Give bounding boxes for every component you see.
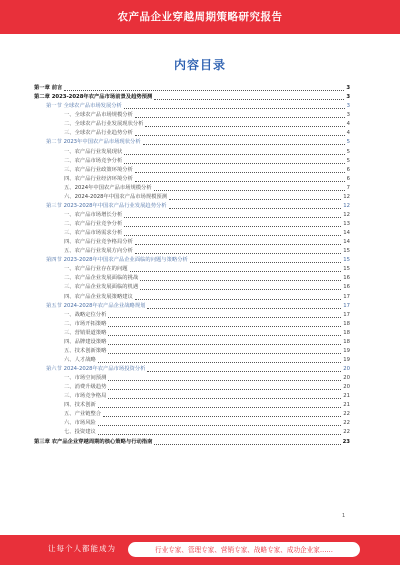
toc-dot-leader <box>147 370 341 372</box>
toc-entry-page: 16 <box>343 275 350 282</box>
toc-entry-label: 一、农产品行业存在的问题 <box>64 266 128 273</box>
toc-entry-page: 17 <box>343 302 350 309</box>
toc-entry[interactable] <box>34 419 350 428</box>
toc-entry-page: 7 <box>346 184 350 191</box>
toc-entry-page: 12 <box>343 211 350 218</box>
toc-dot-leader <box>135 171 345 173</box>
toc-dot-leader <box>108 352 341 354</box>
toc-entry-page: 19 <box>343 347 350 354</box>
toc-dot-leader <box>154 98 344 100</box>
toc-dot-leader <box>108 379 341 381</box>
toc-entry-page: 13 <box>343 221 350 227</box>
toc-dot-leader <box>98 433 341 435</box>
toc-entry-label: 三、全球农产品行业趋势分析 <box>64 130 133 137</box>
toc-entry-label: 一、农产品市场增长分析 <box>64 211 123 218</box>
toc-dot-leader <box>98 406 341 408</box>
toc-entry-label: 一、农产品行业发展现状 <box>64 148 123 155</box>
toc-entry-label: 一、市场空间预测 <box>64 375 107 382</box>
toc-entry-label: 四、技术创新 <box>64 402 96 409</box>
header-bar <box>0 0 400 34</box>
toc-entry-label: 四、农产品企业发展策略建议 <box>64 293 133 300</box>
toc-entry-label: 三、营销渠道策略 <box>64 329 107 336</box>
toc-entry-label: 六、市场风险 <box>64 420 96 427</box>
toc-entry-label: 一、战略定位分析 <box>64 311 107 318</box>
toc-entry-page: 5 <box>346 157 350 164</box>
toc-dot-leader <box>154 443 340 445</box>
toc-entry[interactable] <box>34 338 350 347</box>
toc-dot-leader <box>108 343 341 345</box>
toc-dot-leader <box>135 243 341 245</box>
footer-slogan: 让每个人都能成为 <box>48 544 116 553</box>
toc-dot-leader <box>135 116 345 118</box>
toc-dot-leader <box>130 270 342 272</box>
toc-entry[interactable] <box>34 392 350 401</box>
toc-entry-label: 五、2024年中国农产品市场规模分析 <box>64 184 152 191</box>
toc-dot-leader <box>147 307 341 309</box>
footer-roles: 行业专家、管理专家、营销专家、战略专家、成功企业家…… <box>154 546 334 554</box>
toc-entry-page: 3 <box>346 103 350 110</box>
toc-entry[interactable] <box>34 93 350 102</box>
toc-entry[interactable] <box>34 193 350 202</box>
toc-entry-page: 6 <box>346 175 350 182</box>
toc-dot-leader <box>124 225 341 227</box>
toc-entry[interactable] <box>34 147 350 156</box>
toc-entry[interactable] <box>34 166 350 175</box>
toc-entry-page: 17 <box>343 311 350 318</box>
toc-entry-page: 3 <box>346 85 350 92</box>
toc-dot-leader <box>108 316 341 318</box>
toc-entry-label: 第三节 2023-2028年中国农产品行业发展趋势分析 <box>46 202 167 209</box>
toc-entry[interactable] <box>34 247 350 256</box>
toc-entry-label: 二、农产品市场竞争分析 <box>64 157 123 164</box>
toc-entry[interactable] <box>34 138 350 147</box>
toc-entry-page: 18 <box>343 329 350 336</box>
toc-entry[interactable] <box>34 111 350 120</box>
toc-dot-leader <box>154 189 345 191</box>
toc-dot-leader <box>135 298 341 300</box>
toc-entry[interactable] <box>34 410 350 419</box>
toc-entry-page: 15 <box>343 266 350 273</box>
toc-entry-page: 23 <box>342 438 350 445</box>
toc-entry[interactable] <box>34 365 350 374</box>
toc-entry-page: 19 <box>343 356 350 363</box>
toc-entry[interactable] <box>34 274 350 283</box>
toc-entry-page: 6 <box>346 166 350 173</box>
toc-entry[interactable] <box>34 437 350 446</box>
toc-entry-label: 四、农产品行业竞争格局分析 <box>64 239 133 246</box>
toc-dot-leader <box>145 125 344 127</box>
toc-entry-page: 4 <box>346 130 350 137</box>
toc-dot-leader <box>140 279 341 281</box>
toc-entry-label: 第六节 2024-2028年农产品市场投资分析 <box>46 366 146 372</box>
toc-entry-page: 20 <box>343 384 350 391</box>
toc-dot-leader <box>135 252 341 254</box>
toc-entry-label: 四、品牌建设策略 <box>64 338 107 345</box>
report-title: 农产品企业穿越周期策略研究报告 <box>117 11 283 23</box>
toc-entry-label: 第五节 2024-2028年农产品企业战略规划 <box>46 302 146 309</box>
toc-entry[interactable] <box>34 211 350 220</box>
toc-entry[interactable] <box>34 84 350 93</box>
toc-dot-leader <box>140 288 341 290</box>
toc-entry-label: 第一章 前言 <box>34 85 63 92</box>
toc-entry[interactable] <box>34 238 350 247</box>
toc-entry-page: 5 <box>346 148 350 155</box>
toc-entry-page: 3 <box>346 94 350 101</box>
toc-entry[interactable] <box>34 265 350 274</box>
toc-entry[interactable] <box>34 157 350 166</box>
toc-entry-label: 二、消费升级趋势 <box>64 384 107 391</box>
toc-entry-page: 15 <box>343 257 350 264</box>
toc-entry[interactable] <box>34 292 350 301</box>
toc-dot-leader <box>143 143 345 145</box>
toc-dot-leader <box>98 361 341 363</box>
toc-entry-label: 第三章 农产品企业穿越周期的核心策略与行动指南 <box>34 438 153 445</box>
toc-entry-label: 七、投资建议 <box>64 429 96 436</box>
toc-entry-label: 第四节 2023-2028年中国农产品企业面临的问题与策略分析 <box>46 257 188 264</box>
toc-entry-page: 18 <box>343 320 350 327</box>
toc-dot-leader <box>108 334 341 336</box>
toc-dot-leader <box>64 89 344 91</box>
toc-entry[interactable] <box>34 120 350 129</box>
page-number: 1 <box>342 513 346 519</box>
toc-dot-leader <box>124 216 341 218</box>
toc-entry[interactable] <box>34 129 350 138</box>
toc-dot-leader <box>169 198 341 200</box>
toc-entry-page: 14 <box>343 230 350 237</box>
toc-dot-leader <box>108 397 341 399</box>
toc-entry-label: 四、农产品行业经济环境分析 <box>64 175 133 182</box>
toc-dot-leader <box>190 261 341 263</box>
toc-entry[interactable] <box>34 401 350 410</box>
toc-entry[interactable] <box>34 356 350 365</box>
toc-entry[interactable] <box>34 229 350 238</box>
toc-dot-leader <box>103 415 341 417</box>
toc-entry-page: 16 <box>343 284 350 291</box>
toc-entry-label: 第一节 全球农产品市场发展分析 <box>46 103 122 110</box>
toc-entry-label: 二、全球农产品行业发展现状分析 <box>64 121 144 128</box>
toc-entry-page: 12 <box>343 202 350 209</box>
toc-entry-page: 22 <box>343 429 350 436</box>
toc-entry[interactable] <box>34 320 350 329</box>
toc-dot-leader <box>124 107 345 109</box>
footer-bar <box>0 535 400 565</box>
toc-entry-page: 20 <box>343 375 350 382</box>
toc-entry-label: 五、技术创新策略 <box>64 347 107 354</box>
toc-entry[interactable] <box>34 283 350 292</box>
toc-entry-label: 三、农产品企业发展面临的机遇 <box>64 284 139 291</box>
toc-dot-leader <box>108 325 341 327</box>
toc-entry-label: 六、2024-2028年中国农产品市场规模预测 <box>64 193 168 200</box>
toc-entry[interactable] <box>34 302 350 311</box>
toc-entry[interactable] <box>34 383 350 392</box>
toc-entry-label: 第二章 2023-2028年农产品市场前景及趋势预测 <box>34 94 153 101</box>
toc-dot-leader <box>124 153 344 155</box>
toc-entry-page: 21 <box>343 393 350 400</box>
toc-entry[interactable] <box>34 102 350 111</box>
toc-entry-label: 一、全球农产品市场规模分析 <box>64 112 133 119</box>
toc-entry-label: 三、农产品市场需求分析 <box>64 230 123 237</box>
toc-entry-label: 二、市场开拓策略 <box>64 320 107 327</box>
toc-entry-label: 三、农产品行业政策环境分析 <box>64 166 133 173</box>
toc-entry-page: 18 <box>343 338 350 345</box>
toc-entry-label: 二、农产品行业竞争分析 <box>64 221 123 227</box>
toc-entry-label: 二、农产品企业发展面临的挑战 <box>64 275 139 282</box>
toc-dot-leader <box>169 207 342 209</box>
toc-entry-page: 15 <box>343 248 350 255</box>
toc-entry[interactable] <box>34 202 350 211</box>
toc-entry[interactable] <box>34 311 350 320</box>
toc-entry-page: 22 <box>343 420 350 427</box>
toc-dot-leader <box>135 180 345 182</box>
toc-entry-page: 12 <box>343 193 350 200</box>
toc-entry-page: 4 <box>346 121 350 128</box>
toc-entry-label: 六、人才战略 <box>64 356 96 363</box>
toc-entry[interactable] <box>34 329 350 338</box>
toc-entry-label: 三、市场竞争格局 <box>64 393 107 400</box>
toc-entry-page: 20 <box>343 366 350 372</box>
toc-dot-leader <box>124 162 344 164</box>
toc-entry[interactable] <box>34 347 350 356</box>
footer-roles-pill <box>128 542 360 557</box>
toc-entry[interactable] <box>34 256 350 265</box>
table-of-contents <box>34 84 350 447</box>
toc-entry[interactable] <box>34 220 350 229</box>
toc-entry[interactable] <box>34 175 350 184</box>
toc-entry-page: 21 <box>343 402 350 409</box>
toc-entry[interactable] <box>34 184 350 193</box>
toc-entry-label: 五、农产品行业发展方向分析 <box>64 248 133 255</box>
toc-entry-label: 第二节 2023年中国农产品市场现状分析 <box>46 139 141 146</box>
toc-entry-page: 17 <box>343 293 350 300</box>
toc-entry-page: 5 <box>346 139 350 146</box>
toc-heading: 内容目录 <box>173 58 226 72</box>
toc-entry[interactable] <box>34 374 350 383</box>
toc-entry-page: 22 <box>343 411 350 418</box>
toc-entry[interactable] <box>34 428 350 437</box>
toc-dot-leader <box>135 134 345 136</box>
toc-entry-page: 14 <box>343 239 350 246</box>
toc-dot-leader <box>98 424 341 426</box>
toc-entry-page: 3 <box>346 112 350 119</box>
toc-entry-label: 五、产业链整合 <box>64 411 102 418</box>
toc-dot-leader <box>108 388 341 390</box>
toc-dot-leader <box>124 234 341 236</box>
